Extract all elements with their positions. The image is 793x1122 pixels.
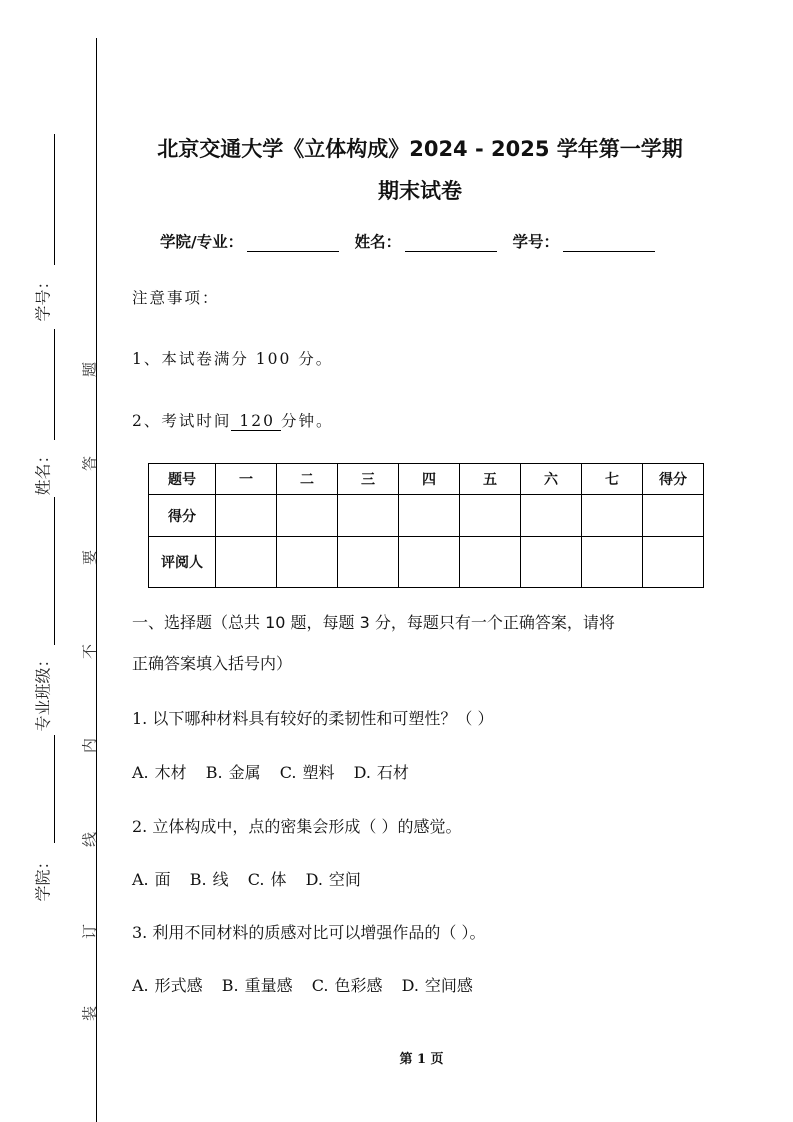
- page-number: 第 1 页: [399, 1052, 444, 1067]
- binding-char: 装: [80, 1006, 99, 1022]
- margin-name-label: 姓名：: [33, 447, 53, 496]
- header-cell: 二: [277, 464, 338, 495]
- reviewer-cell[interactable]: [277, 537, 338, 588]
- reviewer-cell[interactable]: [460, 537, 521, 588]
- question-3: [132, 920, 485, 943]
- option-a[interactable]: A. 木材: [132, 763, 187, 782]
- section-heading: 一、选择题（总共 10 题，每题 3 分，每题只有一个正确答案，请将: [132, 613, 615, 632]
- binding-char: 内: [80, 738, 99, 754]
- option-b[interactable]: B. 重量感: [221, 976, 293, 995]
- option-d[interactable]: D. 空间感: [401, 976, 473, 995]
- margin-field-line: [54, 497, 55, 645]
- reviewer-cell[interactable]: [338, 537, 399, 588]
- question-2-options: [132, 867, 375, 890]
- header-cell: 六: [521, 464, 582, 495]
- reviewer-row: [149, 537, 704, 588]
- header-cell: 题号: [149, 464, 216, 495]
- margin-student-id-label: 学号：: [33, 273, 53, 322]
- question-2: [132, 814, 461, 837]
- note-item-2-prefix: 2、考试时间: [132, 412, 232, 430]
- row-label: 评阅人: [149, 537, 216, 588]
- score-cell[interactable]: [216, 495, 277, 537]
- header-cell: 五: [460, 464, 521, 495]
- score-cell[interactable]: [399, 495, 460, 537]
- reviewer-cell[interactable]: [216, 537, 277, 588]
- row-label: 得分: [149, 495, 216, 537]
- question-number: 3.: [132, 923, 148, 942]
- notes-heading: 注意事项：: [132, 289, 220, 307]
- college-major-label: 学院/专业：: [160, 233, 244, 251]
- margin-field-line: [54, 329, 55, 440]
- header-cell: 七: [582, 464, 643, 495]
- section-heading-cont: 正确答案填入括号内）: [132, 654, 293, 673]
- score-cell[interactable]: [277, 495, 338, 537]
- score-cell[interactable]: [338, 495, 399, 537]
- header-cell: 四: [399, 464, 460, 495]
- student-info-line: [160, 230, 665, 252]
- option-b[interactable]: B. 线: [189, 870, 229, 889]
- option-d[interactable]: D. 空间: [305, 870, 361, 889]
- student-id-blank[interactable]: [563, 235, 655, 252]
- name-label: 姓名：: [354, 233, 402, 251]
- reviewer-cell[interactable]: [643, 537, 704, 588]
- score-cell[interactable]: [521, 495, 582, 537]
- question-number: 1.: [132, 709, 148, 728]
- margin-field-line: [54, 735, 55, 843]
- margin-field-line: [54, 134, 55, 265]
- binding-char: 答: [80, 456, 99, 472]
- reviewer-cell[interactable]: [399, 537, 460, 588]
- header-cell: 得分: [643, 464, 704, 495]
- question-text: 立体构成中，点的密集会形成（ ）的感觉。: [152, 817, 462, 836]
- score-cell[interactable]: [460, 495, 521, 537]
- question-1-options: [132, 760, 423, 783]
- margin-college-label: 学院：: [33, 853, 53, 902]
- question-3-options: [132, 973, 487, 996]
- question-text: 以下哪种材料具有较好的柔韧性和可塑性？（ ）: [152, 709, 494, 728]
- score-cell[interactable]: [643, 495, 704, 537]
- option-c[interactable]: C. 色彩感: [311, 976, 383, 995]
- binding-char: 题: [80, 362, 99, 378]
- binding-char: 订: [80, 924, 99, 940]
- note-item-2: [132, 409, 333, 431]
- exam-title: 北京交通大学《立体构成》2024 - 2025 学年第一学期: [157, 137, 683, 161]
- option-a[interactable]: A. 形式感: [132, 976, 203, 995]
- exam-duration-value: 120: [231, 412, 281, 431]
- score-table-header-row: [149, 464, 704, 495]
- header-cell: 三: [338, 464, 399, 495]
- question-text: 利用不同材料的质感对比可以增强作品的（ ）。: [152, 923, 486, 942]
- binding-char: 不: [80, 644, 99, 660]
- note-item-1: 1、本试卷满分 100 分。: [132, 350, 334, 368]
- option-c[interactable]: C. 体: [247, 870, 287, 889]
- binding-border-line: [96, 38, 97, 1122]
- name-blank[interactable]: [405, 235, 497, 252]
- reviewer-cell[interactable]: [521, 537, 582, 588]
- option-b[interactable]: B. 金属: [205, 763, 261, 782]
- score-row: [149, 495, 704, 537]
- student-id-label: 学号：: [512, 233, 560, 251]
- score-table: [148, 463, 704, 588]
- question-number: 2.: [132, 817, 148, 836]
- margin-major-class-label: 专业班级：: [33, 651, 53, 732]
- score-cell[interactable]: [582, 495, 643, 537]
- exam-subtitle: 期末试卷: [378, 179, 462, 203]
- header-cell: 一: [216, 464, 277, 495]
- note-item-2-suffix: 分钟。: [280, 412, 334, 430]
- question-1: [132, 706, 493, 729]
- binding-char: 线: [80, 832, 99, 848]
- option-d[interactable]: D. 石材: [353, 763, 409, 782]
- binding-char: 要: [80, 550, 99, 566]
- reviewer-cell[interactable]: [582, 537, 643, 588]
- college-major-blank[interactable]: [247, 235, 339, 252]
- option-c[interactable]: C. 塑料: [279, 763, 335, 782]
- option-a[interactable]: A. 面: [132, 870, 171, 889]
